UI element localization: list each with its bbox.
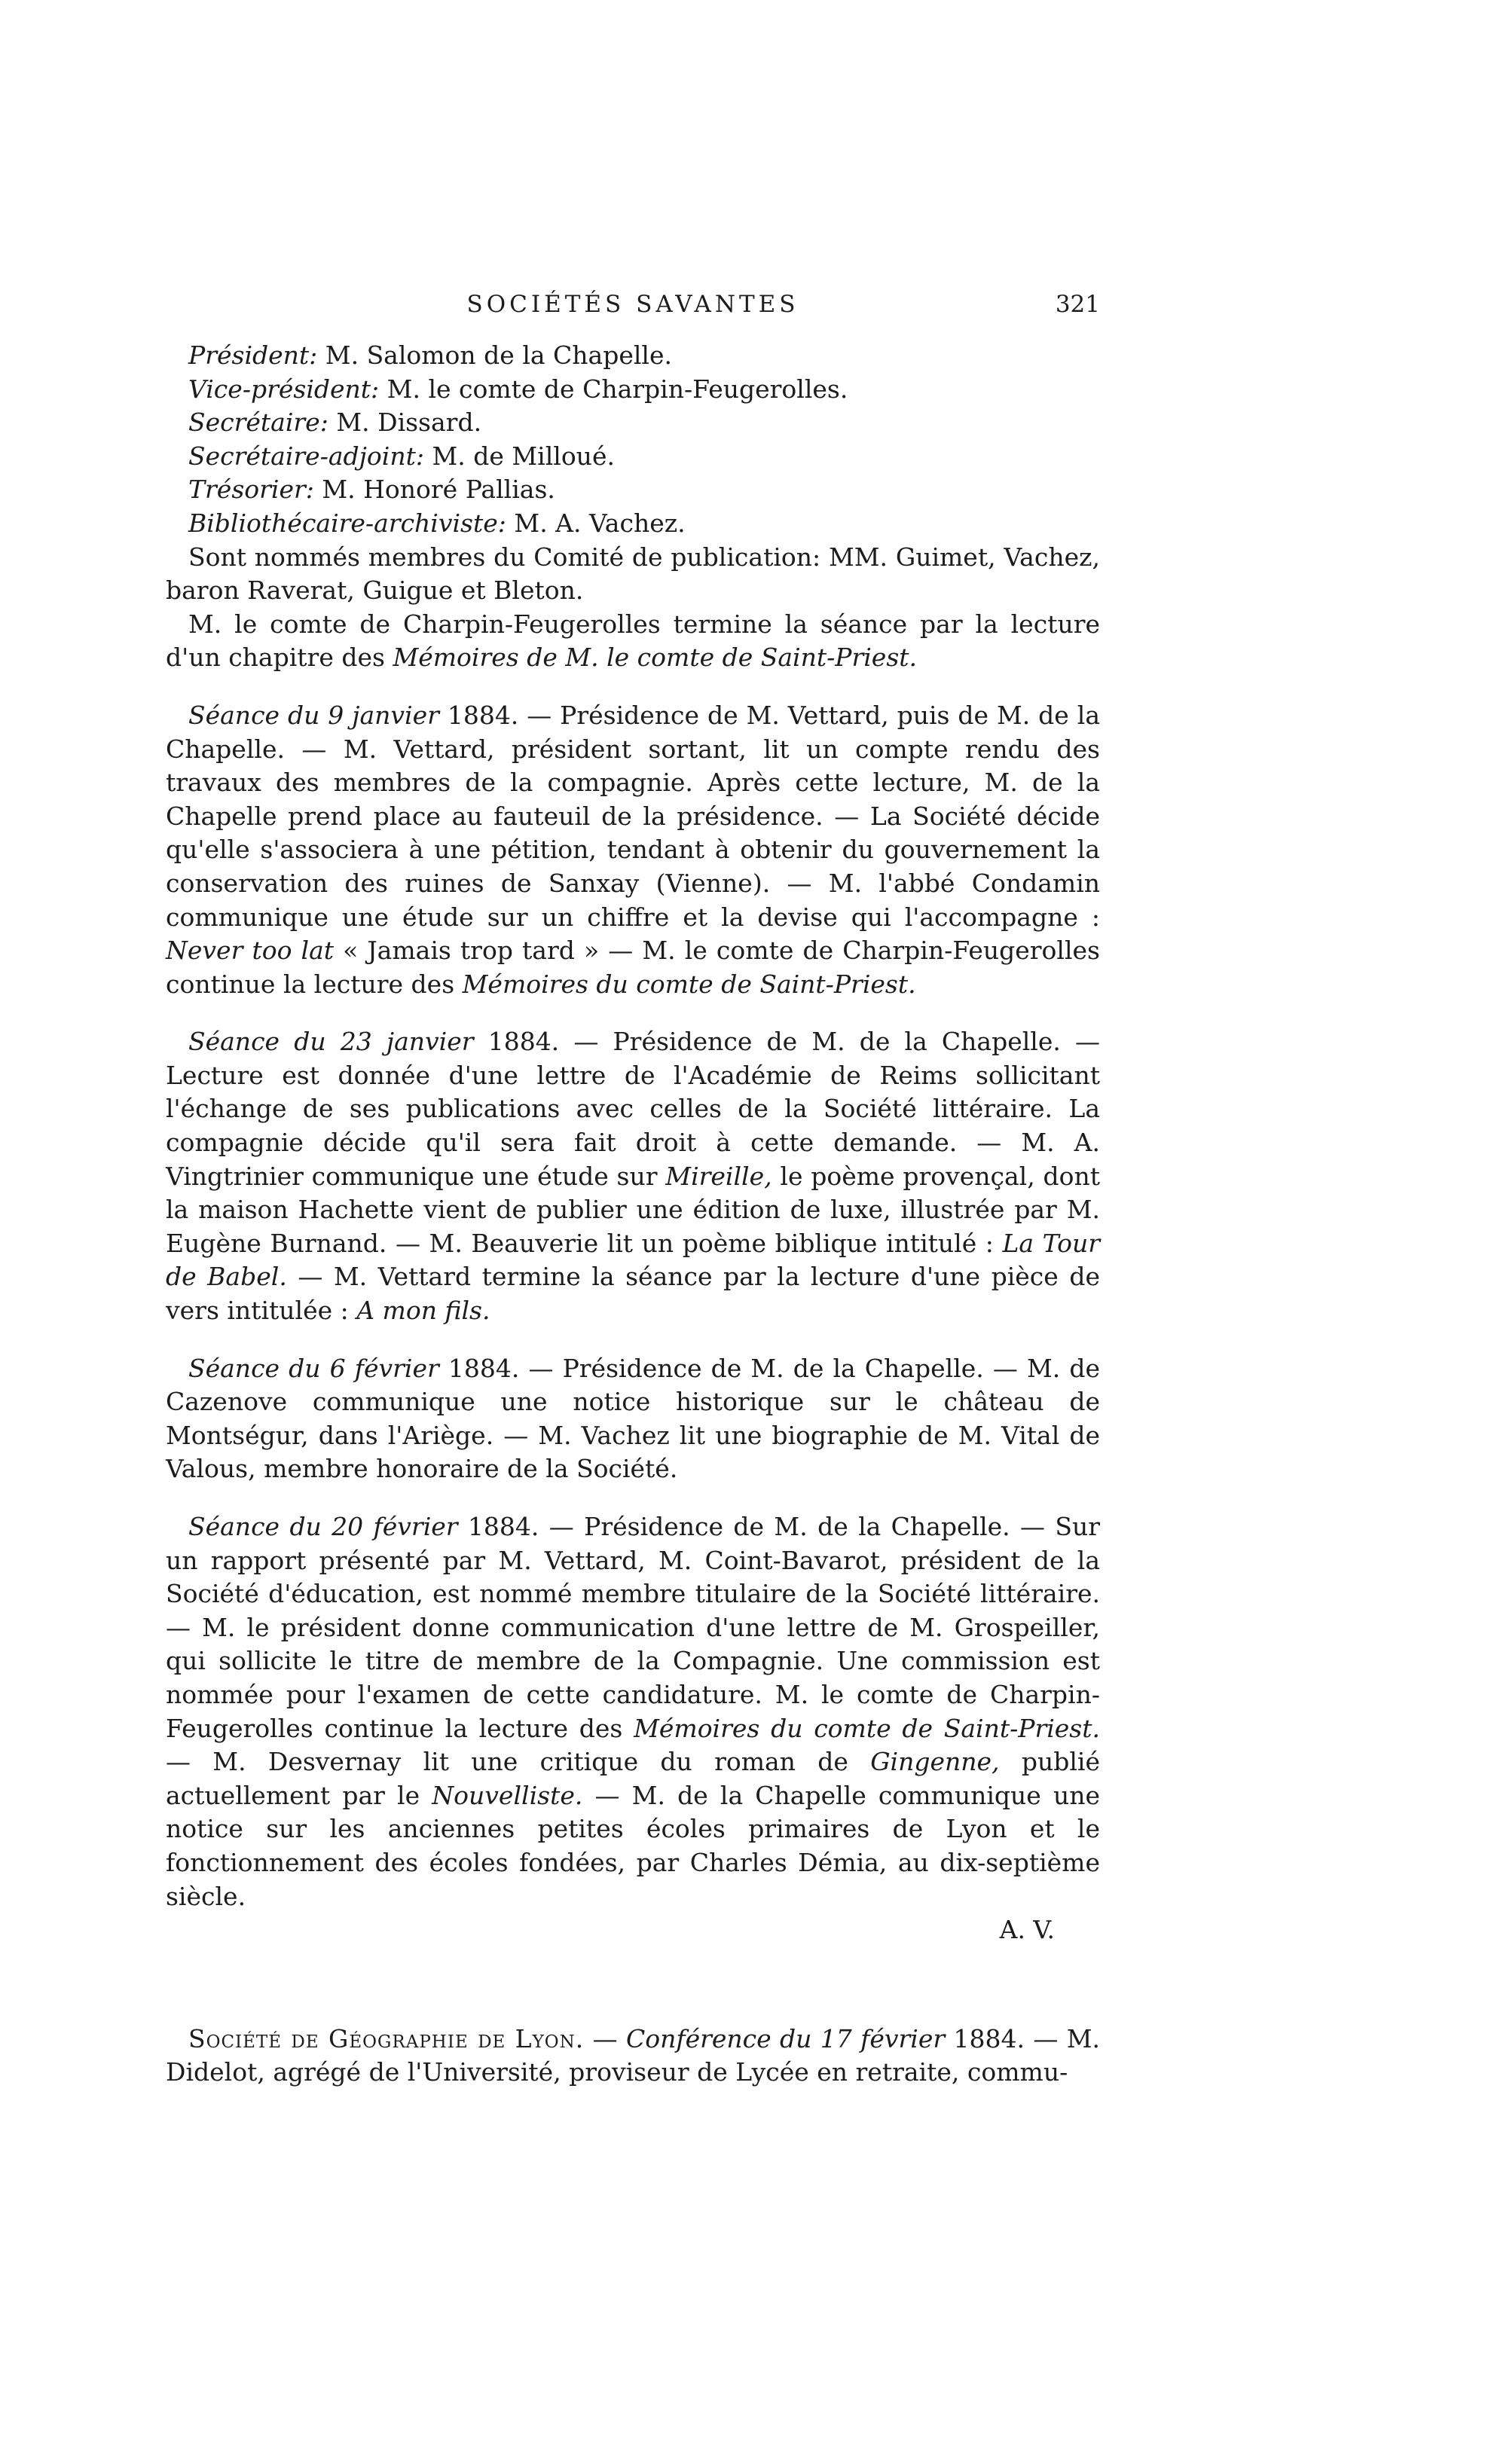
- seance-text: 1884. — Présidence de M. Vettard, puis de M. de la Chapelle. — M. Vettard, président sortant, lit un compte rendu des travaux des membres de la compagnie. Après cette lecture, M. de la Chapelle prend place au fauteuil de la présidence. — La Société décide qu'elle s'associera à une pétition, tendant à obtenir du gouvernement la conservation des ruines de Sanxay (Vienne). — M. l'abbé Condamin communique une étude sur un chiffre et la devise qui l'accompagne :: [166, 700, 1100, 932]
- seance-text: 1884. — Présidence de M. de la Chapelle. — Sur un rapport présenté par M. Vettard, M. Coint-Bavarot, président de la Société d'éducation, est nommé membre titulaire de la Société littéraire. — M. le président donne communication d'une lettre de M. Grospeiller, qui sollicite le titre de membre de la Compagnie. Une commission est nommée pour l'examen de cette candidature. M. le comte de Charpin-Feugerolles continue la lecture des: [166, 1512, 1100, 1743]
- seance-label: Séance du 9 janvier: [188, 700, 439, 730]
- seance-label: Séance du 20 février: [188, 1512, 458, 1541]
- officer-line: [166, 406, 1100, 440]
- seance-text: 1884. — Présidence de M. de la Chapelle. — M. de Cazenove communique une notice historique sur le château de Montségur, dans l'Ariège. — M. Vachez lit une biographie de M. Vital de Valous, membre honoraire de la Société.: [166, 1353, 1100, 1484]
- seance-text: — M. de la Chapelle communique une notice sur les anciennes petites écoles primaires de Lyon et le fonctionnement des écoles fondées, par Charles Démia, au dix-septième siècle.: [166, 1780, 1100, 1911]
- seance-23-janvier: [166, 1025, 1100, 1327]
- officer-name: M. A. Vachez.: [514, 508, 686, 538]
- officer-name: M. Honoré Pallias.: [322, 475, 555, 505]
- seance-6-fevrier: [166, 1352, 1100, 1486]
- seance-text: publié actuellement par le: [166, 1747, 1100, 1810]
- officer-line: [166, 373, 1100, 407]
- officer-name: M. le comte de Charpin-Feugerolles.: [387, 374, 848, 404]
- seance-label: Séance du 23 janvier: [188, 1027, 474, 1057]
- officer-line: [166, 339, 1100, 373]
- work-title: Mémoires du comte de Saint-Priest.: [462, 969, 916, 999]
- signature: A. V.: [999, 1915, 1055, 1945]
- officer-name: M. de Milloué.: [432, 441, 615, 471]
- work-title: Gingenne,: [870, 1747, 1000, 1777]
- officer-name: M. Dissard.: [336, 408, 482, 438]
- geographie-paragraph: [166, 2023, 1100, 2090]
- closing-title: Mémoires de M. le comte de Saint-Priest.: [393, 643, 917, 673]
- officer-role: Trésorier:: [188, 475, 314, 505]
- page-header: [166, 291, 1100, 328]
- closing-paragraph: [166, 608, 1100, 675]
- work-title: Nouvelliste.: [432, 1780, 583, 1810]
- conference-label: Conférence du 17 février: [626, 2023, 946, 2053]
- page-number: 321: [1055, 291, 1100, 318]
- running-title: SOCIÉTÉS SAVANTES: [466, 291, 799, 318]
- officer-line: [166, 473, 1100, 507]
- officer-role: Président:: [188, 340, 318, 370]
- conference-text: 1884. — M. Didelot, agrégé de l'Université, proviseur de Lycée en retraite, commu-: [166, 2023, 1101, 2087]
- officer-line: [166, 507, 1100, 541]
- seance-label: Séance du 6 février: [188, 1353, 439, 1383]
- work-title: Mémoires du comte de Saint-Priest.: [634, 1713, 1100, 1743]
- seance-text: 1884. — Présidence de M. de la Chapelle. — Lecture est donnée d'une lettre de l'Académie de Reims sollicitant l'échange de ses publications avec celles de la Société littéraire. La compagnie décide qu'il sera fait droit à cette demande. — M. A. Vingtrinier communique une étude sur: [166, 1027, 1101, 1191]
- work-title: La Tour de Babel.: [166, 1228, 1100, 1292]
- seance-text: « Jamais trop tard » — M. le comte de Charpin-Feugerolles continue la lecture des: [166, 936, 1100, 999]
- seance-text: — M. Vettard termine la séance par la lecture d'une pièce de vers intitulée :: [166, 1262, 1100, 1326]
- closing-text: M. le comte de Charpin-Feugerolles termine la séance par la lecture d'un chapitre des: [166, 609, 1100, 673]
- officer-line: [166, 440, 1100, 474]
- seance-text: le poème provençal, dont la maison Hachette vient de publier une édition de luxe, illustrée par M. Eugène Burnand. — M. Beauverie lit un poème biblique intitulé :: [166, 1161, 1100, 1258]
- seance-9-janvier: [166, 699, 1100, 1001]
- society-name: Société de Géographie de Lyon.: [188, 2023, 585, 2053]
- motto: Never too lat: [166, 936, 335, 966]
- officer-role: Vice-président:: [188, 374, 380, 404]
- officer-role: Bibliothécaire-archiviste:: [188, 508, 506, 538]
- work-title: A mon fils.: [356, 1296, 490, 1326]
- page-body: [166, 339, 1100, 2090]
- officer-name: M. Salomon de la Chapelle.: [325, 340, 672, 370]
- officer-role: Secrétaire:: [188, 408, 328, 438]
- seance-20-fevrier: [166, 1510, 1100, 1913]
- dash: —: [592, 2023, 618, 2053]
- work-title: Mireille,: [665, 1161, 772, 1191]
- committee-paragraph: Sont nommés membres du Comité de publication: MM. Guimet, Vachez, baron Raverat, Guigue et Bleton.: [166, 542, 1100, 606]
- officer-role: Secrétaire-adjoint:: [188, 441, 424, 471]
- seance-text: — M. Desvernay lit une critique du roman de: [166, 1747, 848, 1777]
